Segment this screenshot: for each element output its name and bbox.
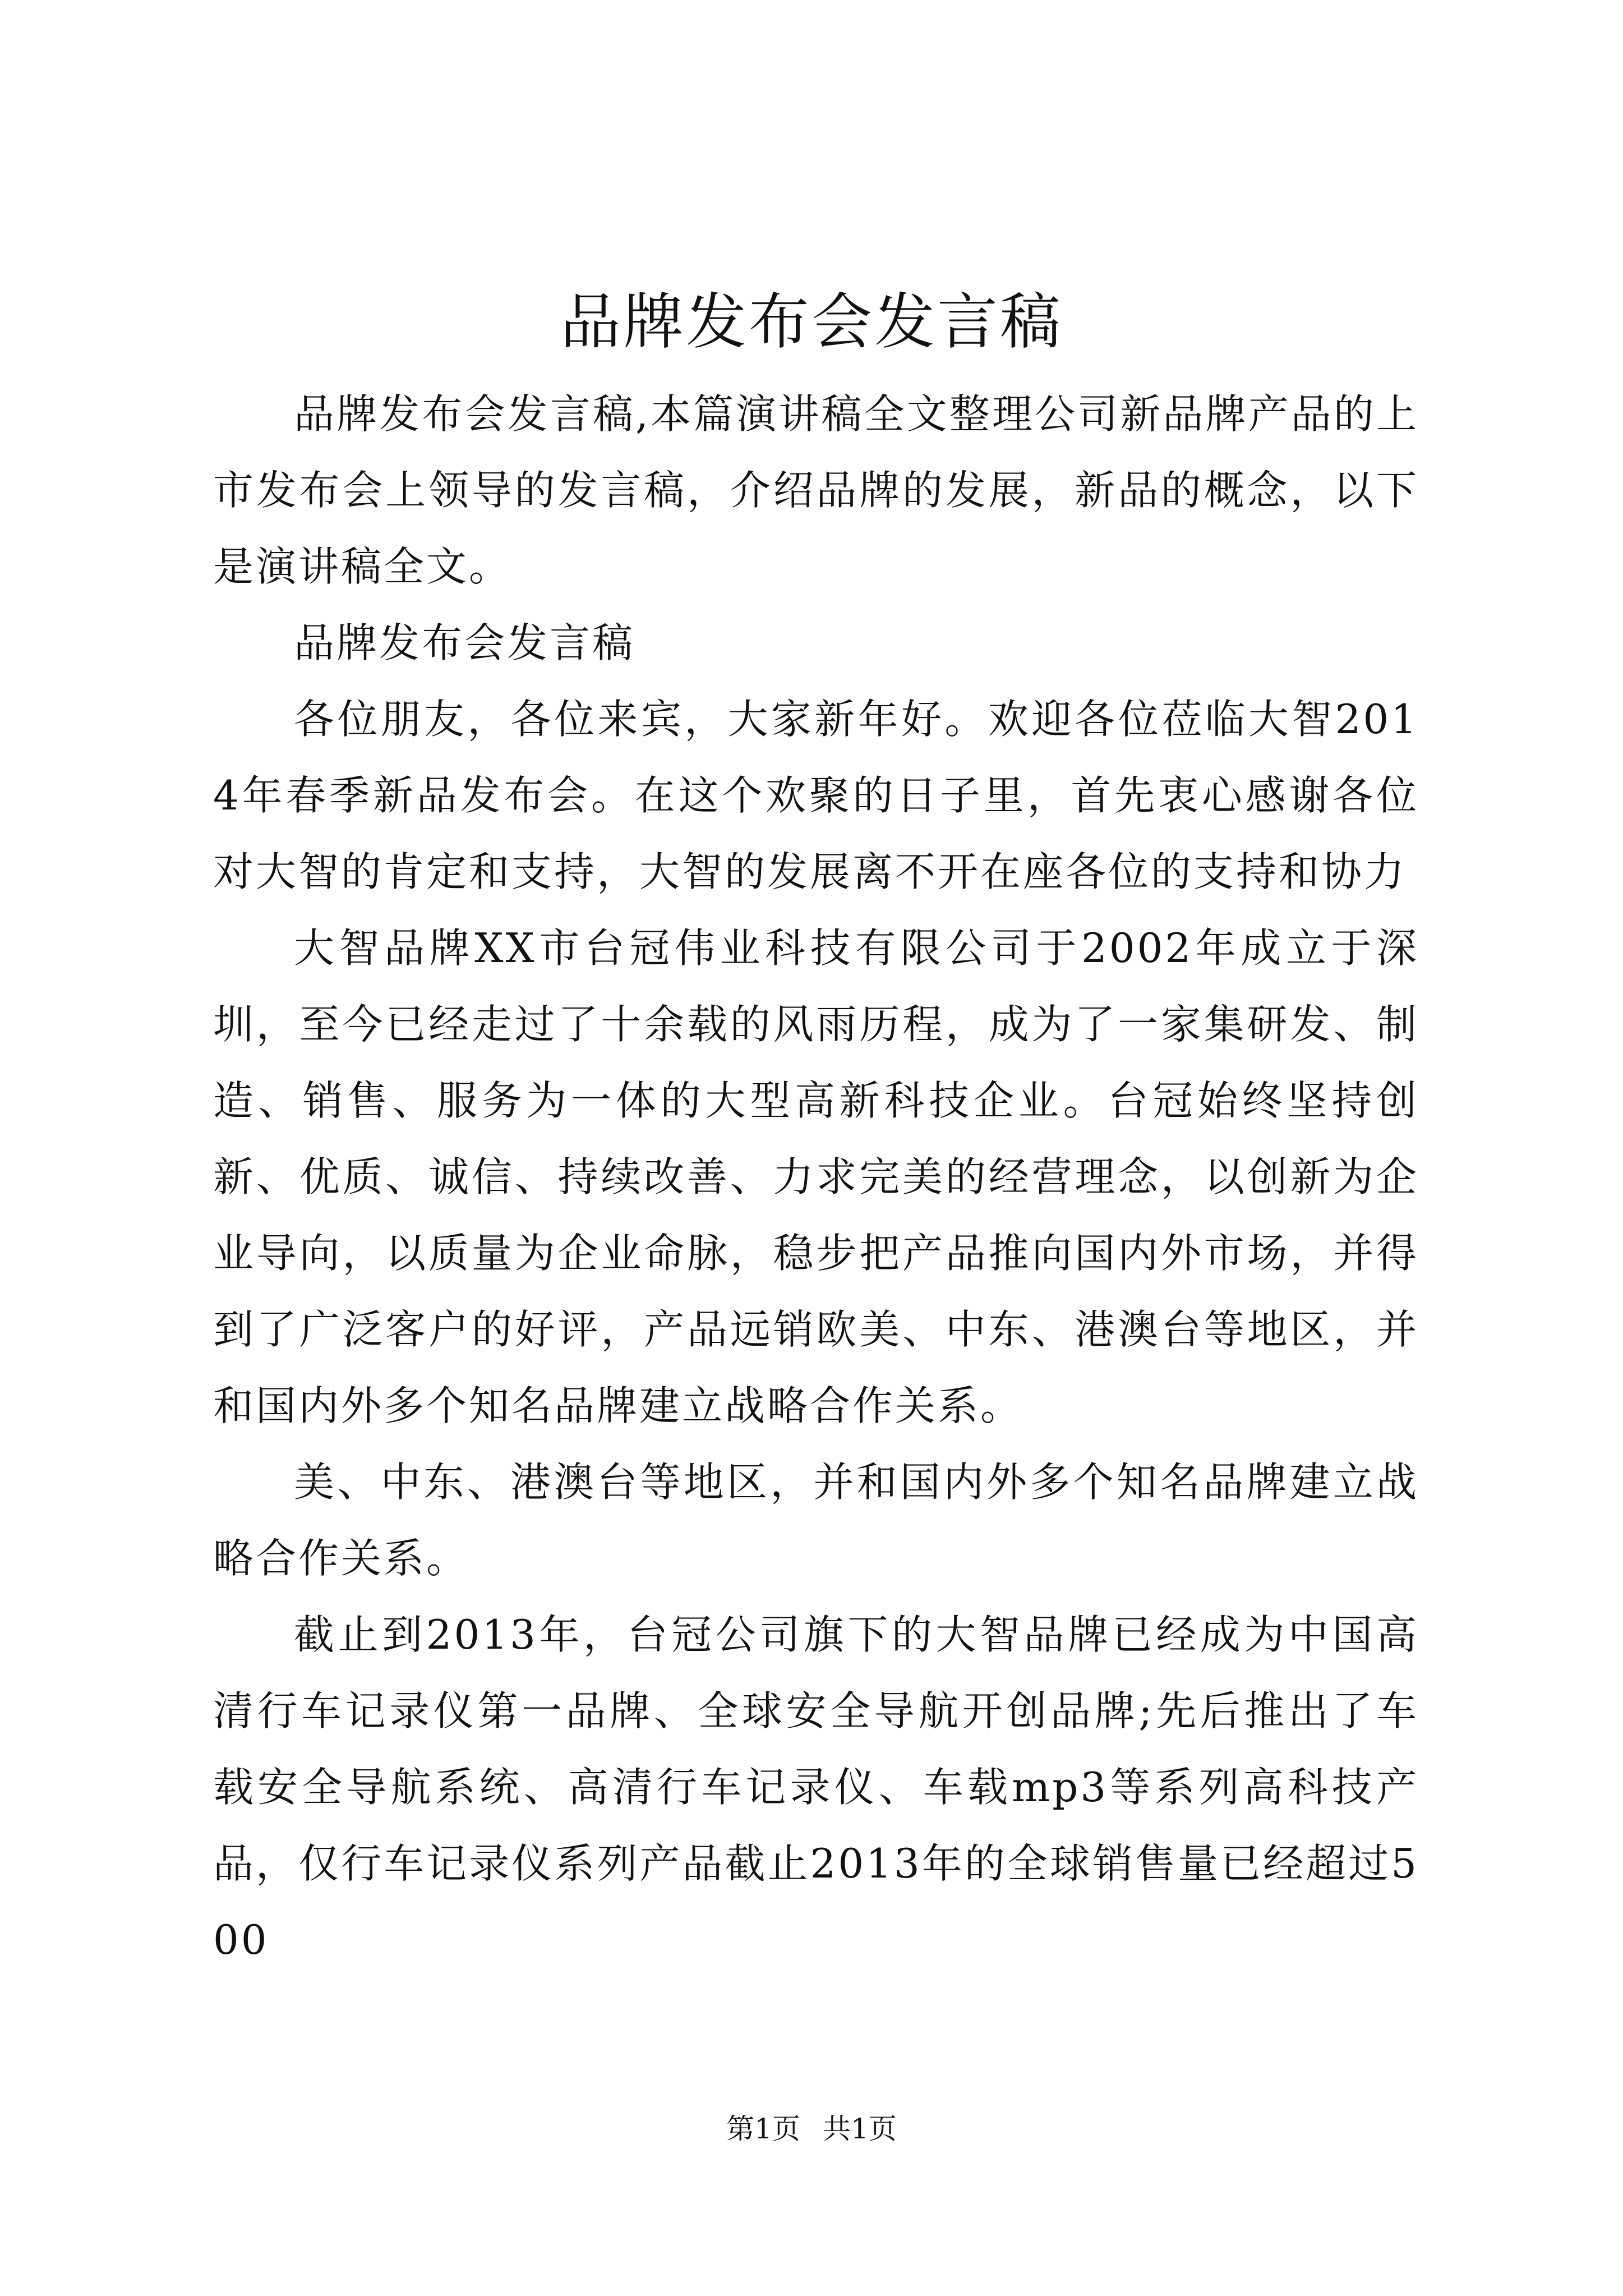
page-number: 第1页 [726,2113,800,2145]
paragraph-subtitle: 品牌发布会发言稿 [294,619,635,666]
paragraph-greeting: 各位朋友，各位来宾，大家新年好。欢迎各位莅临大智2014年春季新品发布会。在这个欢聚的日子里，首先衷心感谢各位对大智的肯定和支持，大智的发展离不开在座各位的支持和协力 [213,696,1419,895]
paragraph-company-intro: 大智品牌XX市台冠伟业科技有限公司于2002年成立于深圳，至今已经走过了十余载的风雨历程，成为了一家集研发、制造、销售、服务为一体的大型高新科技企业。台冠始终坚持创新、优质、诚信、持续改善、力求完美的经营理念，以创新为企业导向，以质量为企业命脉，稳步把产品推向国内外市场，并得到了广泛客户的好评，产品远销欧美、中东、港澳台等地区，并和国内外多个知名品牌建立战略合作关系。 [213,924,1419,1429]
page-total: 共1页 [823,2113,897,2145]
document-body [213,376,1419,1978]
paragraph-achievements: 截止到2013年，台冠公司旗下的大智品牌已经成为中国高清行车记录仪第一品牌、全球安全导航开创品牌;先后推出了车载安全导航系统、高清行车记录仪、车载mp3等系列高科技产品，仅行车记录仪系列产品截止2013年的全球销售量已经超过500 [213,1611,1419,1963]
paragraph-repeat: 美、中东、港澳台等地区，并和国内外多个知名品牌建立战略合作关系。 [213,1458,1419,1582]
page-footer [0,2109,1623,2148]
document-title: 品牌发布会发言稿 [560,287,1063,357]
paragraph-intro: 品牌发布会发言稿,本篇演讲稿全文整理公司新品牌产品的上市发布会上领导的发言稿，介绍品牌的发展，新品的概念，以下是演讲稿全文。 [213,390,1419,590]
